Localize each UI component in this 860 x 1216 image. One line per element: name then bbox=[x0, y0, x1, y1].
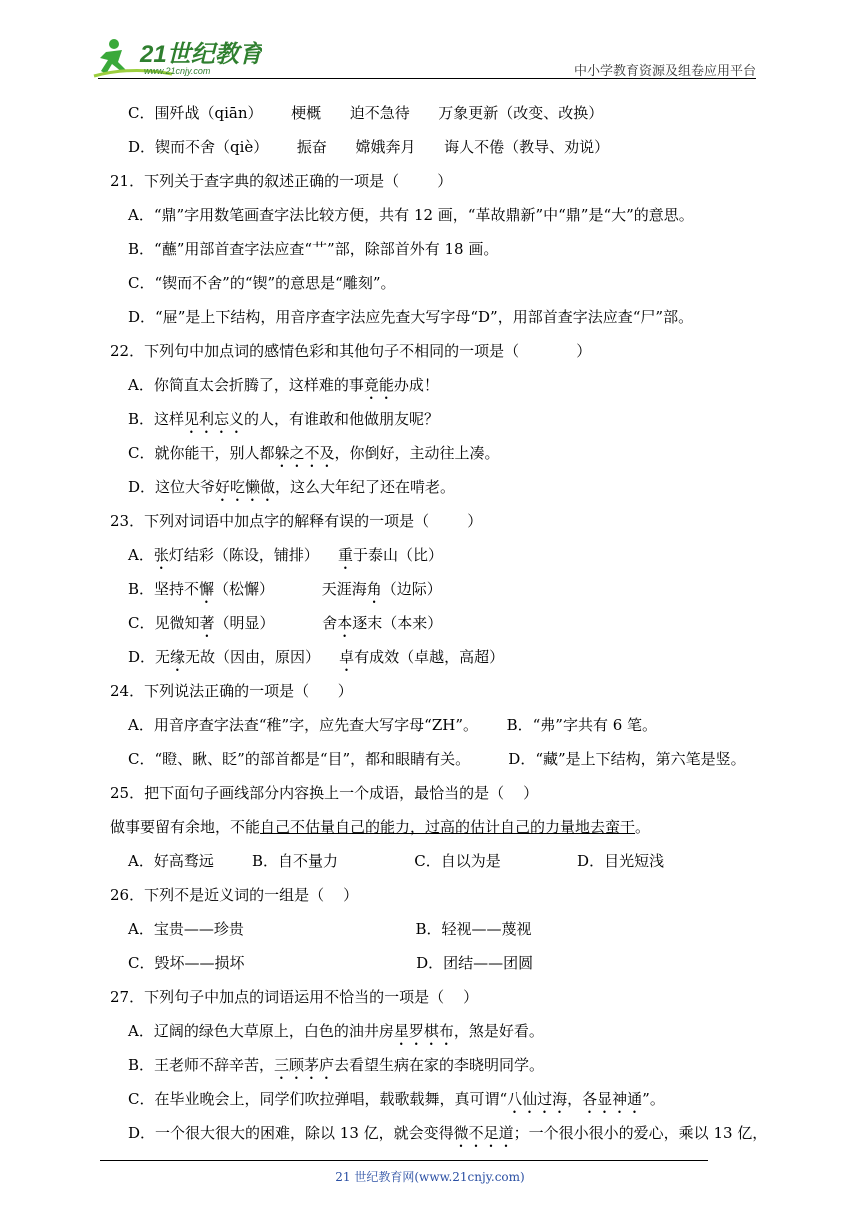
header-divider bbox=[98, 78, 756, 79]
option-line bbox=[128, 306, 693, 328]
option-line bbox=[128, 544, 443, 573]
text-segment: A． bbox=[128, 546, 154, 564]
dotted-text: 竟能 bbox=[363, 376, 394, 394]
dotted-text: 见利忘义 bbox=[184, 410, 245, 428]
text-segment: C．见微知 bbox=[128, 614, 200, 632]
option-line bbox=[128, 952, 533, 974]
text-segment: 。 bbox=[635, 818, 651, 836]
option-line bbox=[128, 748, 746, 770]
text-segment: 的人，有谁敢和他做朋友呢？ bbox=[244, 410, 440, 428]
option-line bbox=[128, 918, 532, 940]
question-line bbox=[110, 986, 478, 1008]
text-segment: ”。 bbox=[642, 1090, 665, 1108]
dotted-text: 著 bbox=[199, 614, 215, 632]
option-line bbox=[128, 1020, 544, 1049]
dotted-text: 躲之不及 bbox=[274, 444, 335, 462]
dotted-text: 星罗棋布 bbox=[393, 1022, 454, 1040]
text-segment: 27．下列句子中加点的词语运用不恰当的一项是（ ） bbox=[110, 988, 479, 1006]
text-segment: ；一个很小很小的爱心，乘以 13 亿， bbox=[513, 1124, 768, 1142]
text-segment: A．好高骛远 B．自不量力 C．自以为是 D．目光短浅 bbox=[128, 852, 665, 870]
text-segment: 做事要留有余地，不能 bbox=[110, 818, 261, 836]
text-segment: C．毁坏——损坏 D．团结——团圆 bbox=[128, 954, 534, 972]
text-segment: D．无 bbox=[128, 648, 171, 666]
dotted-text: 八仙过海，各显神通 bbox=[507, 1090, 643, 1108]
option-line bbox=[128, 408, 439, 437]
question-line bbox=[110, 884, 358, 906]
text-segment: 24．下列说法正确的一项是（ ） bbox=[110, 682, 353, 700]
text-segment: C．“锲而不舍”的“锲”的意思是“雕刻”。 bbox=[128, 274, 396, 292]
text-segment: 23．下列对词语中加点字的解释有误的一项是（ ） bbox=[110, 512, 483, 530]
option-line bbox=[128, 102, 603, 124]
text-segment: 有成效（卓越，高超） bbox=[354, 648, 505, 666]
dotted-text: 懈 bbox=[199, 580, 215, 598]
text-segment: 办成！ bbox=[393, 376, 439, 394]
text-segment: ，你倒好，主动往上凑。 bbox=[334, 444, 500, 462]
option-line bbox=[128, 204, 694, 226]
option-line bbox=[128, 1054, 544, 1083]
text-segment: B．坚持不 bbox=[128, 580, 200, 598]
text-segment: A．“鼎”字用数笔画查字法比较方便，共有 12 画，“革故鼎新”中“鼎”是“大”的意思。 bbox=[128, 206, 694, 224]
text-segment: 21．下列关于查字典的叙述正确的一项是（ ） bbox=[110, 172, 453, 190]
dotted-text: 卓 bbox=[339, 648, 355, 666]
text-segment: 去看望生病在家的李晓明同学。 bbox=[334, 1056, 545, 1074]
question-line bbox=[110, 340, 591, 362]
text-segment: 灯结彩（陈设，铺排） bbox=[168, 546, 338, 564]
question-line bbox=[110, 680, 353, 702]
question-line bbox=[110, 816, 650, 838]
text-segment: 22．下列句中加点词的感情色彩和其他句子不相同的一项是（ ） bbox=[110, 342, 592, 360]
text-segment: 于泰山（比） bbox=[352, 546, 443, 564]
text-segment: （松懈） 天涯海 bbox=[214, 580, 367, 598]
svg-text:www.21cnjy.com: www.21cnjy.com bbox=[144, 66, 211, 76]
question-line bbox=[110, 170, 452, 192]
text-segment: 26．下列不是近义词的一组是（ ） bbox=[110, 886, 359, 904]
runner-logo-icon bbox=[92, 36, 262, 80]
dotted-text: 重 bbox=[337, 546, 353, 564]
text-segment: D．“屉”是上下结构，用音序查字法应先查大写字母“D”，用部首查字法应查“尸”部。 bbox=[128, 308, 694, 326]
dotted-text: 缘 bbox=[170, 648, 186, 666]
platform-title: 中小学教育资源及组卷应用平台 bbox=[573, 64, 756, 79]
text-segment: C．在毕业晚会上，同学们吹拉弹唱，载歌载舞，真可谓“ bbox=[128, 1090, 508, 1108]
dotted-text: 角 bbox=[366, 580, 382, 598]
dotted-text: 好吃懒做 bbox=[215, 478, 276, 496]
option-line bbox=[128, 578, 442, 607]
option-line bbox=[128, 476, 455, 505]
text-segment: ，煞是好看。 bbox=[453, 1022, 544, 1040]
option-line bbox=[128, 238, 498, 260]
option-line bbox=[128, 442, 500, 471]
dotted-text: 张 bbox=[153, 546, 169, 564]
dotted-text: 微不足道 bbox=[453, 1124, 514, 1142]
text-segment: D．这位大爷 bbox=[128, 478, 216, 496]
question-line bbox=[110, 510, 482, 532]
text-segment: B．这样 bbox=[128, 410, 185, 428]
option-line bbox=[128, 374, 439, 403]
option-line bbox=[128, 136, 609, 158]
text-segment: 25．把下面句子画线部分内容换上一个成语，最恰当的是（ ） bbox=[110, 784, 539, 802]
option-line bbox=[128, 646, 504, 675]
text-segment: （明显） 舍 bbox=[214, 614, 338, 632]
text-segment: ，这么大年纪了还在啃老。 bbox=[275, 478, 456, 496]
text-segment: 无故（因由，原因） bbox=[185, 648, 340, 666]
text-segment: C．“瞪、瞅、眨”的部首都是“目”，都和眼睛有关。 D．“藏”是上下结构，第六笔是竖。 bbox=[128, 750, 746, 768]
text-segment: A．用音序查字法查“稚”字，应先查大写字母“ZH”。 B．“弗”字共有 6 笔。 bbox=[128, 716, 658, 734]
footer-divider bbox=[100, 1160, 708, 1161]
option-line bbox=[128, 714, 657, 736]
text-segment: A．辽阔的绿色大草原上，白色的油井房 bbox=[128, 1022, 394, 1040]
question-line bbox=[110, 782, 538, 804]
text-segment: D．一个很大很大的困难，除以 13 亿，就会变得 bbox=[128, 1124, 454, 1142]
page-header bbox=[0, 0, 860, 82]
underlined-text: 自己不估量自己的能力，过高的估计自己的力量地去蛮干 bbox=[260, 818, 636, 836]
text-segment: D．锲而不舍（qiè） 振奋 嫦娥奔月 诲人不倦（教导、劝说） bbox=[128, 138, 610, 156]
footer-text: 21 世纪教育网(www.21cnjy.com) bbox=[335, 1170, 525, 1184]
dotted-text: 本 bbox=[337, 614, 353, 632]
option-line bbox=[128, 850, 664, 872]
option-line bbox=[128, 1088, 665, 1117]
text-segment: 逐末（本来） bbox=[352, 614, 443, 632]
text-segment: A．宝贵——珍贵 B．轻视——蔑视 bbox=[128, 920, 532, 938]
logo bbox=[92, 36, 262, 80]
text-segment: B．王老师不辞辛苦， bbox=[128, 1056, 275, 1074]
text-segment: C．就你能干，别人都 bbox=[128, 444, 275, 462]
text-segment: C．围歼战（qiān） 梗概 迫不急待 万象更新（改变、改换） bbox=[128, 104, 604, 122]
dotted-text: 三顾茅庐 bbox=[274, 1056, 335, 1074]
text-segment: B．“蘸”用部首查字法应查“艹”部，除部首外有 18 画。 bbox=[128, 240, 499, 258]
option-line bbox=[128, 1122, 767, 1151]
text-segment: A．你简直太会折腾了，这样难的事 bbox=[128, 376, 364, 394]
option-line bbox=[128, 272, 396, 294]
svg-text:21世纪教育: 21世纪教育 bbox=[140, 41, 262, 68]
text-segment: （边际） bbox=[381, 580, 442, 598]
option-line bbox=[128, 612, 442, 641]
